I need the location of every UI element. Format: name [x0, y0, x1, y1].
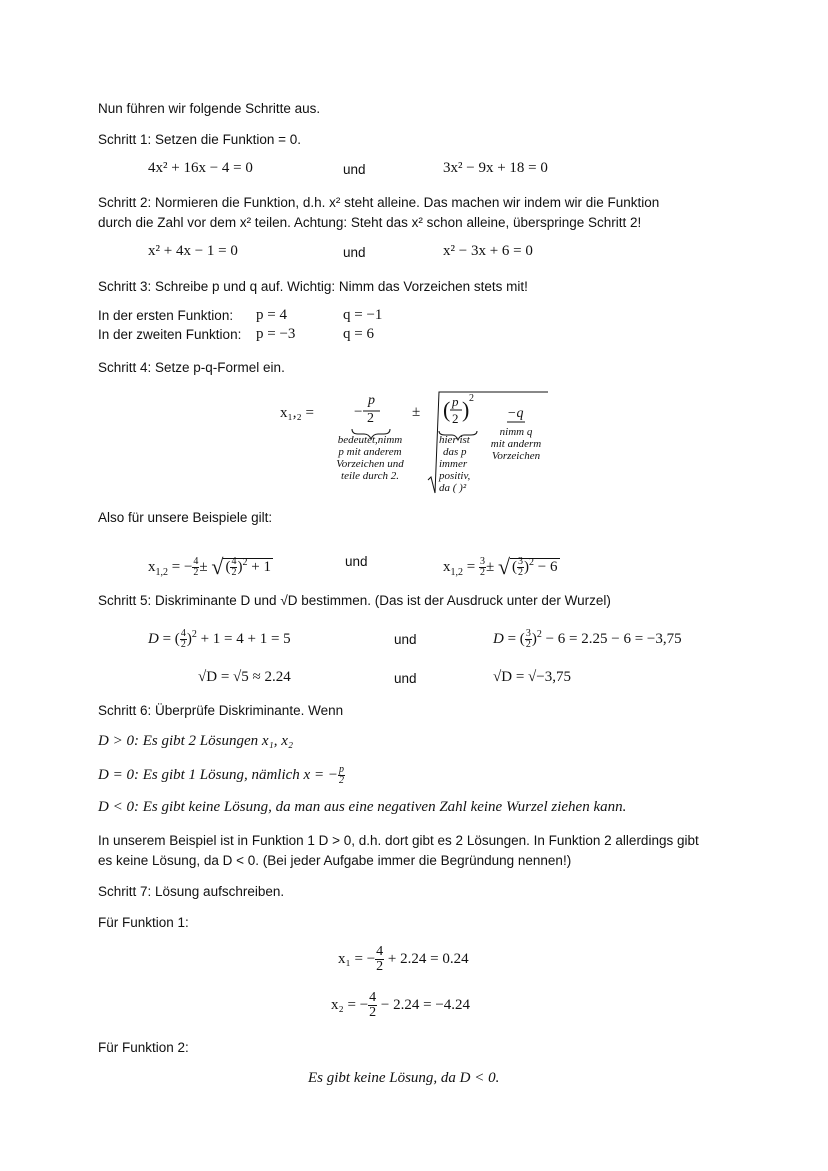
step7-heading: Schritt 7: Lösung aufschreiben.: [98, 884, 285, 899]
step1-heading: Schritt 1: Setzen die Funktion = 0.: [98, 132, 301, 147]
example1-formula: $x_{1,2}$ = − $\frac{4}{2}$ ± √ ( $\frac{4}{2}$ )$^2$ + 1: [148, 554, 271, 579]
case-negative: D < 0: Es gibt keine Lösung, da man aus eine negativen Zahl keine Wurzel ziehen kann.: [98, 799, 627, 815]
step3-heading: Schritt 3: Schreibe p und q auf. Wichtig: Nimm das Vorzeichen stets mit!: [98, 279, 528, 294]
function2-no-solution: Es gibt keine Lösung, da D < 0.: [308, 1070, 500, 1086]
solution-x2: x₂ = − $\frac{4}{2}$ − 2.24 = −4.24: [331, 990, 471, 1020]
sqrt-discriminant-1: √D = √5 ≈ 2.24: [198, 669, 291, 685]
step6-explanation-2: es keine Lösung, da D < 0. (Bei jeder Aufgabe immer die Begründung nennen!): [98, 853, 572, 868]
step3-row1-q: q = −1: [343, 307, 383, 323]
case-zero: D = 0: Es gibt 1 Lösung, nämlich x = − $\frac{p}{2}$: [98, 764, 344, 786]
pq-paren-left: (: [443, 397, 451, 422]
step3-row2-p: p = −3: [256, 326, 296, 342]
solution-x1: x₁ = − $\frac{4}{2}$ + 2.24 = 0.24: [338, 944, 469, 974]
pq-neg-q: −q: [507, 406, 524, 421]
step5-connector-2: und: [394, 671, 417, 686]
example2-formula: $x_{1,2}$ = $\frac{3}{2}$ ± √ ( $\frac{3}{2}$ )$^2$ − 6: [443, 554, 558, 579]
step1-equation-2: 3x² − 9x + 18 = 0: [443, 160, 548, 176]
examples-heading: Also für unsere Beispiele gilt:: [98, 510, 273, 525]
step2-line-1: Schritt 2: Normieren die Funktion, d.h. x² steht alleine. Das machen wir indem wir die Funktion: [98, 195, 660, 210]
step3-row2-q: q = 6: [343, 326, 374, 342]
examples-connector: und: [345, 554, 368, 569]
step1-equation-1: 4x² + 16x − 4 = 0: [148, 160, 253, 176]
note-q: nimm q mit anderm Vorzeichen: [490, 426, 542, 462]
case-positive: D > 0: Es gibt 2 Lösungen x₁, x₂: [98, 733, 294, 749]
pq-sq-p: p: [452, 394, 459, 409]
step2-line-2: durch die Zahl vor dem x² teilen. Achtung: Steht das x² schon alleine, überspringe Schritt 2!: [98, 215, 642, 230]
function1-label: Für Funktion 1:: [98, 915, 189, 930]
step1-connector: und: [343, 162, 366, 177]
step2-equation-2: x² − 3x + 6 = 0: [443, 243, 533, 259]
pq-plus-minus: ±: [412, 404, 421, 420]
function2-label: Für Funktion 2:: [98, 1040, 189, 1055]
pq-sq-2: 2: [452, 411, 459, 426]
pq-square-exp: 2: [469, 393, 474, 404]
discriminant-1: D = ( $\frac{4}{2}$ )$^2$ + 1 = 4 + 1 = 5: [148, 628, 291, 651]
step5-heading: Schritt 5: Diskriminante D und √D bestimmen. (Das ist der Ausdruck unter der Wurzel): [98, 593, 611, 608]
step2-equation-1: x² + 4x − 1 = 0: [148, 243, 238, 259]
pq-paren-right: ): [462, 397, 470, 422]
step2-connector: und: [343, 245, 366, 260]
intro-text: Nun führen wir folgende Schritte aus.: [98, 101, 321, 116]
pq-2-denominator: 2: [367, 411, 374, 426]
discriminant-2: D = ( $\frac{3}{2}$ )$^2$ − 6 = 2.25 − 6 = −3,75: [493, 628, 682, 651]
step3-row1-label: In der ersten Funktion:: [98, 308, 234, 323]
pq-minus-sign: −: [354, 404, 363, 420]
step4-heading: Schritt 4: Setze p-q-Formel ein.: [98, 360, 285, 375]
step5-connector-1: und: [394, 632, 417, 647]
pq-p-numerator: p: [368, 393, 375, 408]
step6-heading: Schritt 6: Überprüfe Diskriminante. Wenn: [98, 703, 344, 718]
pq-formula-lhs: x₁,₂ =: [280, 405, 314, 421]
step3-row1-p: p = 4: [256, 307, 287, 323]
note-p: bedeutet,nimm p mit anderem Vorzeichen und teile durch 2.: [336, 434, 404, 482]
sqrt-discriminant-2: √D = √−3,75: [493, 669, 571, 685]
note-square: hier ist das p immer positiv, da ( )²: [439, 434, 471, 494]
step6-explanation-1: In unserem Beispiel ist in Funktion 1 D > 0, d.h. dort gibt es 2 Lösungen. In Funktion 2 allerdings gibt: [98, 833, 699, 848]
step3-row2-label: In der zweiten Funktion:: [98, 327, 242, 342]
